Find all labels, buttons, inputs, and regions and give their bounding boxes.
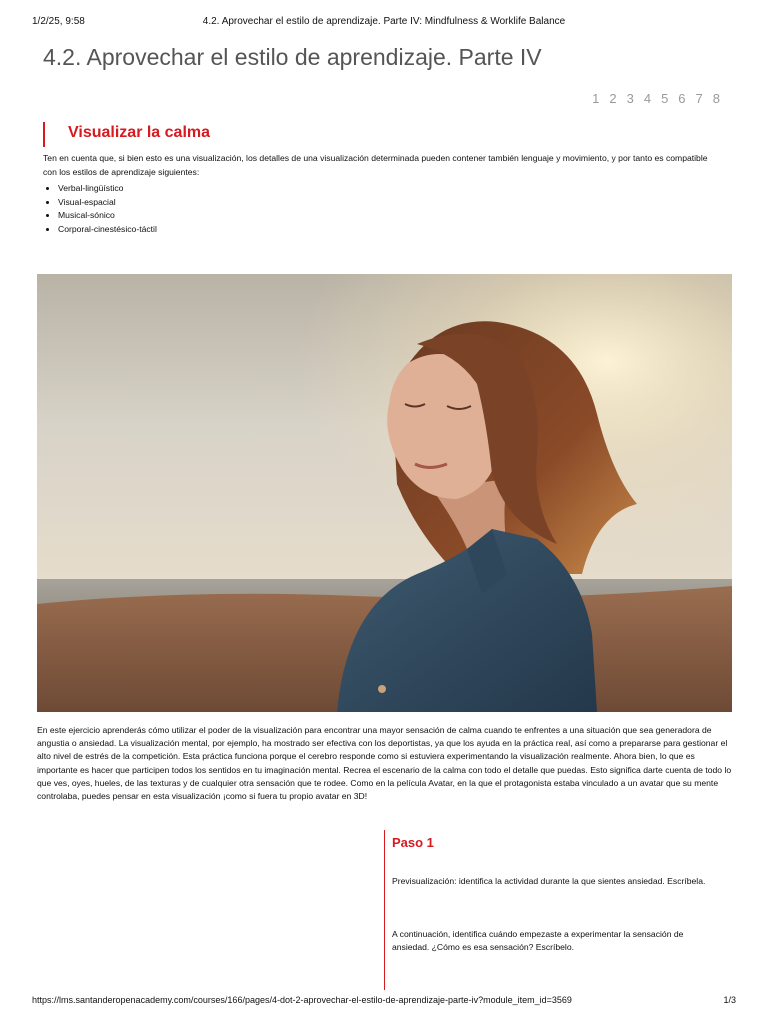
hero-image — [37, 274, 732, 712]
page-link-4[interactable]: 4 — [643, 91, 652, 106]
page-link-7[interactable]: 7 — [695, 91, 703, 106]
step-title: Paso 1 — [392, 835, 434, 850]
page-link-1[interactable]: 1 — [592, 91, 600, 106]
learning-styles-list — [45, 182, 157, 236]
list-item: • Visual-espacial — [58, 196, 157, 210]
section-heading: Visualizar la calma — [43, 122, 210, 147]
body-paragraph: En este ejercicio aprenderás cómo utilizar el poder de la visualización para encontrar una mayor sensación de calma cuando te enfrentes a una situación que sea generadora de angustia o ansiedad. La visualización mental, por ejemplo, ha mostrado ser efectiva con los deportistas, ya que los ayuda en la práctica real, así como a prepararse para gestionar el alto nivel de estrés de la competición. Esta práctica funciona porque el cerebro responde como si estuviera experimentando la visualización realmente. Ahora bien, lo que es importante es hacer que participen todos los sentidos en tu imaginación mental. Recrea el escenario de la calma con todo el detalle que puedas. Esto significa darte cuenta de todo lo que ves, oyes, hueles, de las texturas y de cualquier otra sensación que te rodee. Como en la película Avatar, en la que el protagonista estaba vinculado a un avatar que su mente controlaba, puedes pensar en esta visualización ¡como si fuera tu propio avatar en 3D! — [37, 725, 732, 802]
page-link-3[interactable]: 3 — [626, 91, 634, 106]
list-item: • Verbal-lingüístico — [58, 182, 157, 196]
step-1-block — [384, 830, 715, 990]
page-number: 1/3 — [723, 995, 736, 1005]
page-link-8[interactable]: 8 — [712, 91, 720, 106]
list-item: • Musical-sónico — [58, 209, 157, 223]
page-url[interactable]: https://lms.santanderopenacademy.com/courses/166/pages/4-dot-2-aprovechar-el-estilo-de-aprendizaje-parte-iv?module_item_id=3569 — [32, 995, 572, 1005]
page-title: 4.2. Aprovechar el estilo de aprendizaje. Parte IV — [43, 44, 542, 70]
list-item: • Corporal-cinestésico-táctil — [58, 223, 157, 237]
page-pagination — [592, 91, 720, 106]
print-document-title: 4.2. Aprovechar el estilo de aprendizaje. Parte IV: Mindfulness & Worklife Balance — [202, 16, 566, 27]
intro-paragraph: Ten en cuenta que, si bien esto es una visualización, los detalles de una visualización determinada pueden contener también lenguaje y movimiento, y por tanto es compatible con los estilos de aprendizaje siguientes: — [43, 153, 708, 177]
print-date: 1/2/25, 9:58 — [32, 16, 85, 27]
step-instruction-1: Previsualización: identifica la actividad durante la que sientes ansiedad. Escríbela. — [392, 876, 706, 886]
step-instruction-2: A continuación, identifica cuándo empezaste a experimentar la sensación de ansiedad. ¿Cómo es esa sensación? Escríbelo. — [392, 929, 684, 952]
page-link-6[interactable]: 6 — [678, 91, 686, 106]
woman-breathing-illustration — [37, 274, 732, 712]
page-link-2[interactable]: 2 — [609, 91, 617, 106]
page-link-5[interactable]: 5 — [661, 91, 669, 106]
